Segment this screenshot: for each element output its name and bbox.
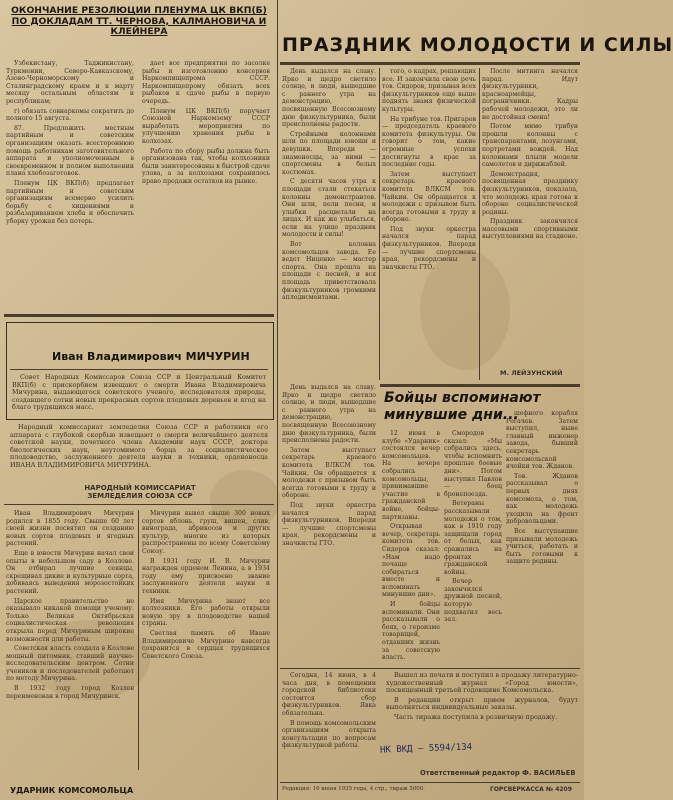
festival-paragraph: Затем выступает секретарь краевого комитета ВЛКСМ тов. Чайкин. Он обращается к молодежи с призывом быть всегда готовыми к труду и обороне. [282, 446, 376, 500]
fighters-paragraph: Ветераны рассказывали молодежи о том, как в 1919 году защищали город от белых, как сражались на фронтах гражданской войны. [444, 500, 502, 576]
obituary-paragraph: Имя Мичурина знают все колхозники. Его работы открыли новую эру в плодоводстве нашей страны. [142, 597, 270, 628]
obituary-paragraph: Советская власть создала в Козлове мощный питомник, ставший научно-исследовательским центром. Сотни учеников и последователей работают по методу Мичурина. [6, 645, 134, 683]
fighters-column-2 [444, 430, 502, 650]
main-title: ПРАЗДНИК МОЛОДОСТИ И СИЛЫ [282, 34, 673, 56]
festival-column-1-continued [282, 384, 376, 664]
column-rule [479, 68, 480, 380]
column-rule [379, 68, 380, 380]
festival-signature: М. ЛЕЙЗУНСКИЙ [500, 369, 563, 377]
section-divider [4, 314, 274, 317]
michurin-box-title: Иван Владимирович МИЧУРИН [52, 350, 250, 363]
announcement-left [282, 672, 376, 750]
michurin-box-rule [10, 369, 268, 370]
press-code: ГОРСВЕРКАССА № 4209 [490, 786, 572, 793]
resolution-heading: ОКОНЧАНИЕ РЕЗОЛЮЦИИ ПЛЕНУМА ЦК ВКП(Б) ПО ДОКЛАДАМ ТТ. ЧЕРНОВА, КАЛМАНОВИЧА И КЛЕЙНЕРА [11, 5, 267, 38]
resolution-column-right [142, 60, 270, 300]
festival-paragraph: С десяти часов утра к площади стали стекаться колонны демонстрантов. Они шли, пели песни, и улыбки расцветали на лицах. И как же улыбаться, если на улице праздник молодости и силы! [282, 178, 376, 239]
title-rule [280, 62, 580, 65]
column-rule [138, 510, 139, 770]
festival-paragraph: День выдался на славу. Ярко и щедро светило солнце, и люди, вышедшие с раннего утра на демонстрацию, посвященную Всесоюзному дню физкультурника, были преисполнены радости. [282, 68, 376, 129]
michurin-box-text [12, 374, 266, 416]
bottom-left-heading: УДАРНИК КОМСОМОЛЬЦА [10, 786, 134, 795]
announcement-paragraph: Часть тиража поступила в розничную продажу. [394, 712, 558, 721]
resolution-paragraph: Пленум ЦК ВКП(б) поручает Союзной Наркомзему СССР выработать мероприятия по улучшению хранения рыбы в колхозах. [142, 107, 270, 145]
festival-paragraph: Потом мимо трибун прошли колонны с транспарантами, лозунгами, портретами вождей. Над колоннами плыли модели самолетов и дирижаблей. [482, 123, 578, 169]
narkom-signature: НАРОДНЫЙ КОМИССАРИАТ ЗЕМЛЕДЕЛИЯ СОЮЗА ССР [84, 484, 196, 500]
resolution-paragraph: дает все предприятия по засолке рыбы и изготовлению консервов Наркомпищепрома СССР. Наркомпищепрому обязать всех рыбаков к сдаче рыбы в первую очередь. [142, 60, 270, 105]
resolution-paragraph: г) обязать совнаркомы сократить до полного 15 августа. [6, 107, 134, 123]
festival-column-2 [382, 68, 476, 380]
narkom-notice [10, 424, 268, 480]
fighters-paragraph: Все выступавшие призывали молодежь учиться, работать и быть готовыми к защите родины. [506, 527, 578, 566]
obituary-paragraph: Иван Владимирович Мичурин родился в 1855 году. Свыше 60 лет своей жизни посвятил он созданию новых сортов плодовых и ягодных растений. [6, 510, 134, 548]
fighters-column-3 [506, 410, 578, 650]
obituary-paragraph: Царское правительство не оказывало никакой помощи ученому. Только Великая Октябрьская социалистическая революция открыла перед Мичуриным широкие возможности для работы. [6, 597, 134, 643]
footer-note: Редакция: 16 июня 1935 года, 4 стр., тираж 5000. [282, 786, 425, 792]
resolution-paragraph: Пленум ЦК ВКП(б) предлагает партийным и советским организациям всемерно усилить борьбу с хищениями и разбазариванием хлеба и обеспечить уборку урожая без потерь. [6, 179, 134, 225]
festival-paragraph: Вот колонна комсомольцев завода. Ее ведет Ниценко — мастер спорта. Она прошла на площади с песней, и вся площадь приветствовала физкультурников громкими аплодисментами. [282, 241, 376, 302]
archive-stamp: НК ВКД — 5594/134 [379, 742, 473, 756]
fighters-paragraph: Тов. Жданов рассказывал о первых днях комсомола, о том, как молодежь уходила на фронт добровольцами. [506, 472, 578, 526]
announcement-paragraph: В помощь комсомольским организациям открыта консультация по вопросам физкультурной работы. [282, 719, 376, 750]
obituary-paragraph: В 1932 году город Козлов переименован в город Мичуринск. [6, 685, 134, 700]
editor-line: Ответственный редактор Ф. ВАСИЛЬЕВ [420, 769, 576, 777]
footer-rule [280, 782, 580, 783]
fighters-paragraph: И бойцы вспоминали. Они рассказывали о боях, о героизме товарищей, отдавших жизнь за советскую власть. [382, 601, 440, 662]
festival-paragraph: День выдался на славу. Ярко и щедро светило солнце, и люди, вышедшие с раннего утра на демонстрацию, посвященную Всесоюзному дню физкультурника, были преисполнены радости. [282, 384, 376, 445]
page-column-rule [277, 0, 278, 800]
obituary-column-1 [6, 510, 134, 780]
resolution-paragraph: 87. Предложить местным партийным и советским организациям оказать всестороннюю помощь работникам заготовительного аппарата и уполномоченным в своевременном и полном выполнении плана хлебозаготовок. [6, 124, 134, 178]
section-divider [280, 668, 580, 669]
resolution-paragraph: Работа по сбору рыбы должна быть организована так, чтобы колхозники были заинтересованы в быстрой сдаче улова, а за колхозами сохранилось право продажи остатков на рынке. [142, 147, 270, 185]
festival-paragraph: После митинга начался парад. Идут физкультурники, красноармейцы, пограничники. Кадры рабочей молодежи, это ли не достойная смена! [482, 68, 578, 121]
fighters-paragraph: Смородов сказал: «Мы собрались здесь, чтобы вспомнить прошлые боевые дни». Потом выступил Павлов — боец бронепоезда. [444, 430, 502, 498]
obituary-paragraph: Мичурин вывел свыше 300 новых сортов яблонь, груш, вишен, слив, винограда, абрикосов и других культур, многие из которых распространены по всему Советскому Союзу. [142, 510, 270, 555]
festival-paragraph: того, о кадрах, решающих все. И закончила свою речь тов. Сидоров, призывая всех физкультурников еще выше поднять знамя физической культуры. [382, 68, 476, 113]
narkom-notice-text: Народный комиссариат земледелия Союза ССР и работники его аппарата с глубокой скорбью извещают о смерти величайшего деятеля советской науки, почетного члена Академии наук СССР, доктора биологических наук, неутомимого борца за социалистическое плодоводство, заслуженного деятеля науки и техники, орденоносца ИВАНА ВЛАДИМИРОВИЧА МИЧУРИНА. [10, 423, 268, 469]
festival-paragraph: Стройными колоннами шли по площади юноши и девушки. Впереди — знаменосцы, за ними — спортсмены в белых костюмах. [282, 130, 376, 176]
section-divider [380, 384, 580, 387]
fighters-paragraph: 12 июня в клубе «Ударник» состоялся вечер комсомольцев. На вечере собрались комсомольцы, принимавшие участие в гражданской войне, бойцы-партизаны. [382, 430, 440, 521]
festival-paragraph: Праздник закончился массовыми спортивными выступлениями на стадионе. [482, 218, 578, 241]
michurin-box-paragraph: Совет Народных Комиссаров Союза ССР и Центральный Комитет ВКП(б) с прискорбием извещают о смерти Ивана Владимировича Мичурина, выдающегося советского ученого, исследователя природы, создавшего сотни новых прекрасных сортов плодовых деревьев и ягод на благо трудящихся масс. [12, 373, 266, 412]
festival-paragraph: Затем выступает секретарь краевого комитета ВЛКСМ тов. Чайкин. Он обращается к молодежи с призывом быть всегда готовыми к труду и обороне. [382, 170, 476, 224]
festival-column-1 [282, 68, 376, 380]
fighters-title: Бойцы вспоминают минувшие дни... [384, 390, 541, 423]
obituary-paragraph: Светлая память об Иване Владимировиче Мичурине навсегда сохранится в сердцах трудящихся Советского Союза. [142, 629, 270, 660]
obituary-paragraph: Еще в юности Мичурин начал свои опыты в небольшом саду в Козлове. Он отбирал лучшие сеянцы, скрещивал дикие и культурные сорта, добиваясь выведения морозостойких растений. [6, 549, 134, 595]
festival-paragraph: Под звуки оркестра начался парад физкультурников. Впереди — лучшие спортсмены края, рекордсмены и значкисты ГТО. [382, 225, 476, 271]
fighters-paragraph: Открывая вечер, секретарь комитета тов. Сидоров сказал: «Нам надо почаще собираться вместе и вспоминать минувшие дни». [382, 523, 440, 599]
announcement-paragraph: Вышел из печати и поступил в продажу литературно-художественный журнал «Город юности», посвященный третьей годовщине Комсомольска. [386, 671, 578, 695]
obituary-paragraph: В 1931 году И. В. Мичурин награжден орденом Ленина, а в 1934 году ему присвоено звание заслуженного деятеля науки и техники. [142, 557, 270, 595]
announcement-paragraph: Сегодня, 14 июня, в 4 часа дня, в помещении городской библиотеки состоится сбор физкультурников. Явка обязательна. [282, 672, 376, 717]
festival-paragraph: Демонстрация, посвященная празднику физкультурников, показала, что молодежь края готова к обороне социалистической родины. [482, 170, 578, 216]
fighters-column-1 [382, 430, 440, 662]
obituary-column-2 [142, 510, 270, 780]
announcement-paragraph: В редакции открыт прием журналов, будут выполняться индивидуальные заказы. [386, 695, 578, 712]
festival-column-3 [482, 68, 578, 368]
resolution-column-left [6, 60, 134, 300]
festival-paragraph: На трибуне тов. Пригаров — председатель краевого комитета физкультуры. Он говорит о том, какие огромные успехи достигнуты в крае за последние годы. [382, 115, 476, 169]
festival-paragraph: Под звуки оркестра начался парад физкультурников. Впереди — лучшие спортсмены края, рекордсмены и значкисты ГТО. [282, 501, 376, 547]
fighters-paragraph: шефного корабля Рогачев. Затем выступил, ныне главный инженер завода, бывший секретарь комсомольской ячейки тов. Жданов. [506, 410, 578, 471]
section-divider [4, 504, 274, 505]
resolution-paragraph: Узбекистану, Таджикистану, Туркмении, Северо-Кавказскому, Азово-Черноморскому и Сталинградскому краям и к марту месяцу остальным областям и республикам; [6, 60, 134, 105]
fighters-paragraph: Вечер закончился дружной песней, которую подхватил весь зал. [444, 578, 502, 624]
announcement-right [386, 672, 578, 742]
